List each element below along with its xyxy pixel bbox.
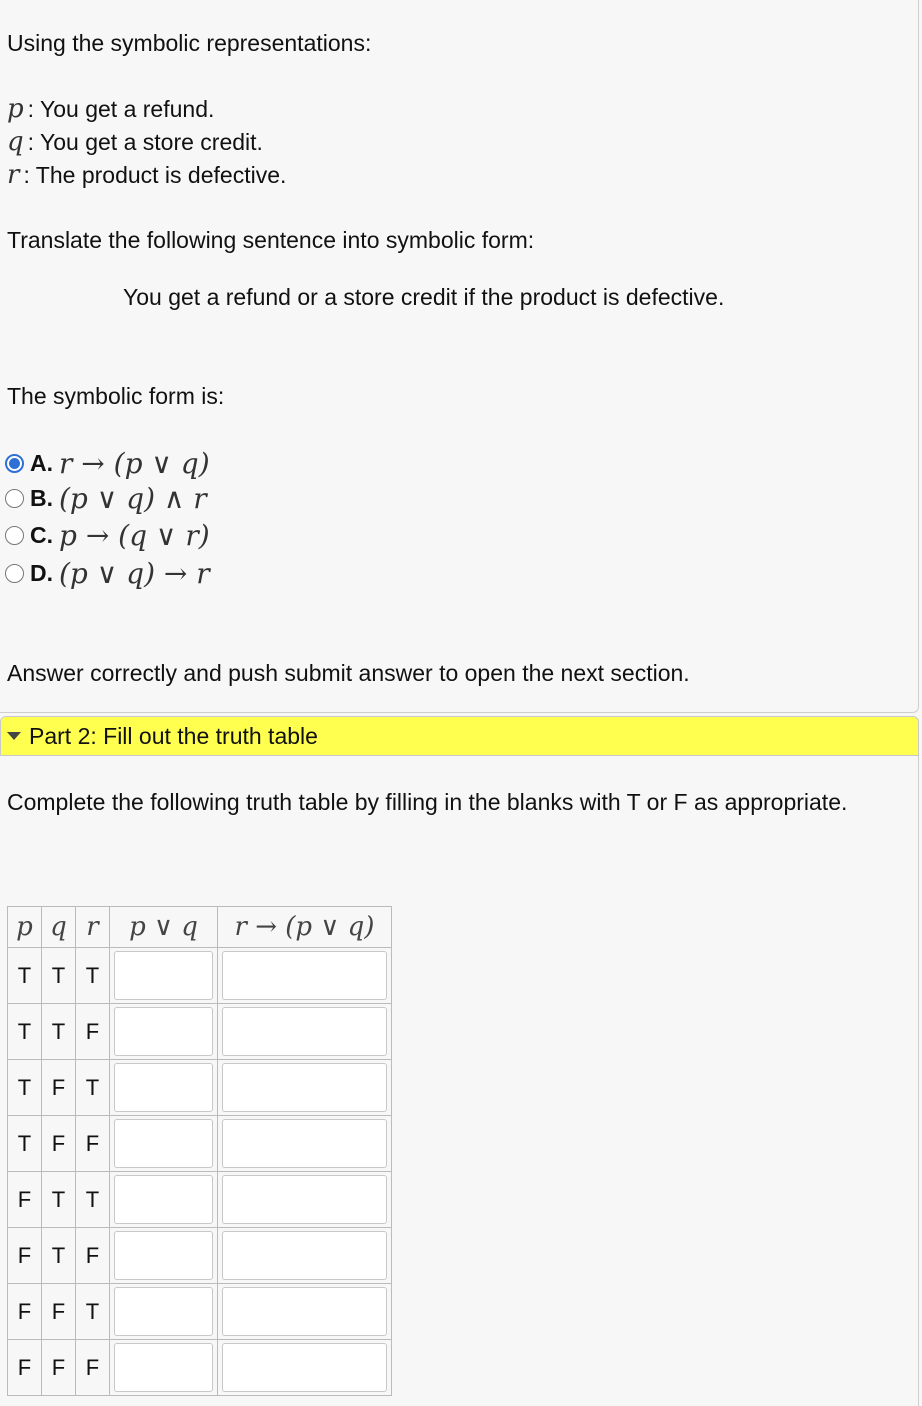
truth-value-cell: T bbox=[8, 1004, 42, 1060]
implication-cell bbox=[218, 1284, 392, 1340]
truth-value-cell: F bbox=[42, 1060, 76, 1116]
implication-input[interactable] bbox=[222, 1287, 387, 1336]
radio-a-selected-icon[interactable] bbox=[5, 454, 24, 473]
implication-input[interactable] bbox=[222, 1007, 387, 1056]
option-d[interactable] bbox=[5, 556, 210, 590]
truth-value-cell: T bbox=[42, 1228, 76, 1284]
p-or-q-input[interactable] bbox=[114, 951, 213, 1000]
table-row bbox=[8, 1284, 392, 1340]
implication-cell bbox=[218, 1116, 392, 1172]
definition-p bbox=[7, 94, 214, 124]
p-or-q-cell bbox=[110, 1004, 218, 1060]
column-header-r-implies-p-or-q: r → (p ∨ q) bbox=[218, 907, 392, 948]
prompt-text: The symbolic form is: bbox=[7, 383, 225, 409]
implication-input[interactable] bbox=[222, 1343, 387, 1392]
p-or-q-input[interactable] bbox=[114, 1343, 213, 1392]
table-row bbox=[8, 1172, 392, 1228]
part2-instruction: Complete the following truth table by filling in the blanks with T or F as appropriate. bbox=[7, 789, 848, 815]
implication-cell bbox=[218, 1228, 392, 1284]
p-or-q-input[interactable] bbox=[114, 1287, 213, 1336]
definition-q-text: : You get a store credit. bbox=[27, 129, 263, 155]
radio-c-icon[interactable] bbox=[5, 526, 24, 545]
definition-r bbox=[7, 160, 286, 190]
caret-down-icon[interactable] bbox=[7, 732, 21, 740]
option-c-letter: C. bbox=[30, 521, 53, 548]
truth-value-cell: F bbox=[42, 1340, 76, 1396]
option-a[interactable] bbox=[5, 446, 210, 480]
definition-p-text: : You get a refund. bbox=[27, 96, 215, 122]
part2-header[interactable] bbox=[0, 716, 919, 756]
option-d-expression: (p ∨ q) → r bbox=[59, 556, 210, 590]
implication-cell bbox=[218, 1172, 392, 1228]
implication-cell bbox=[218, 1340, 392, 1396]
radio-b-icon[interactable] bbox=[5, 489, 24, 508]
option-b-expression: (p ∨ q) ∧ r bbox=[59, 481, 207, 515]
table-row bbox=[8, 1060, 392, 1116]
table-row bbox=[8, 1116, 392, 1172]
implication-input[interactable] bbox=[222, 1119, 387, 1168]
p-or-q-input[interactable] bbox=[114, 1231, 213, 1280]
option-b-letter: B. bbox=[30, 484, 53, 511]
p-or-q-input[interactable] bbox=[114, 1119, 213, 1168]
truth-value-cell: F bbox=[8, 1340, 42, 1396]
symbol-r: r bbox=[7, 160, 20, 190]
table-row bbox=[8, 1340, 392, 1396]
truth-value-cell: T bbox=[8, 1116, 42, 1172]
symbol-p: p bbox=[7, 94, 24, 124]
p-or-q-cell bbox=[110, 1340, 218, 1396]
truth-table-header bbox=[8, 907, 392, 948]
table-row bbox=[8, 1004, 392, 1060]
truth-value-cell: F bbox=[8, 1284, 42, 1340]
truth-value-cell: F bbox=[42, 1284, 76, 1340]
truth-value-cell: F bbox=[76, 1228, 110, 1284]
radio-d-icon[interactable] bbox=[5, 564, 24, 583]
part2-header-label: Part 2: Fill out the truth table bbox=[29, 722, 318, 749]
truth-value-cell: T bbox=[8, 1060, 42, 1116]
truth-value-cell: T bbox=[76, 948, 110, 1004]
p-or-q-cell bbox=[110, 1284, 218, 1340]
implication-cell bbox=[218, 1060, 392, 1116]
symbol-q: q bbox=[7, 127, 24, 157]
intro-text: Using the symbolic representations: bbox=[7, 30, 372, 56]
truth-value-cell: T bbox=[76, 1284, 110, 1340]
implication-input[interactable] bbox=[222, 951, 387, 1000]
truth-value-cell: F bbox=[8, 1228, 42, 1284]
truth-value-cell: F bbox=[76, 1340, 110, 1396]
p-or-q-cell bbox=[110, 1060, 218, 1116]
truth-value-cell: T bbox=[42, 1004, 76, 1060]
truth-value-cell: F bbox=[76, 1004, 110, 1060]
sentence-text: You get a refund or a store credit if the product is defective. bbox=[123, 284, 725, 310]
truth-value-cell: T bbox=[76, 1172, 110, 1228]
definition-q bbox=[7, 127, 263, 157]
p-or-q-cell bbox=[110, 1228, 218, 1284]
truth-table bbox=[7, 906, 392, 1396]
p-or-q-input[interactable] bbox=[114, 1175, 213, 1224]
implication-input[interactable] bbox=[222, 1175, 387, 1224]
option-c-expression: p → (q ∨ r) bbox=[59, 518, 210, 552]
column-header-r: r bbox=[76, 907, 110, 948]
truth-value-cell: F bbox=[8, 1172, 42, 1228]
truth-value-cell: F bbox=[42, 1116, 76, 1172]
option-c[interactable] bbox=[5, 518, 210, 552]
truth-value-cell: T bbox=[42, 1172, 76, 1228]
table-row bbox=[8, 1228, 392, 1284]
option-a-letter: A. bbox=[30, 449, 53, 476]
definition-r-text: : The product is defective. bbox=[23, 162, 287, 188]
implication-cell bbox=[218, 948, 392, 1004]
option-b[interactable] bbox=[5, 481, 207, 515]
truth-value-cell: T bbox=[42, 948, 76, 1004]
implication-cell bbox=[218, 1004, 392, 1060]
instruction-text: Translate the following sentence into symbolic form: bbox=[7, 227, 535, 253]
option-d-letter: D. bbox=[30, 559, 53, 586]
implication-input[interactable] bbox=[222, 1063, 387, 1112]
truth-value-cell: T bbox=[76, 1060, 110, 1116]
p-or-q-cell bbox=[110, 1116, 218, 1172]
truth-value-cell: F bbox=[76, 1116, 110, 1172]
truth-value-cell: T bbox=[8, 948, 42, 1004]
column-header-p: p bbox=[8, 907, 42, 948]
footer-text: Answer correctly and push submit answer to open the next section. bbox=[7, 660, 690, 686]
column-header-q: q bbox=[42, 907, 76, 948]
p-or-q-input[interactable] bbox=[114, 1063, 213, 1112]
p-or-q-input[interactable] bbox=[114, 1007, 213, 1056]
implication-input[interactable] bbox=[222, 1231, 387, 1280]
p-or-q-cell bbox=[110, 1172, 218, 1228]
p-or-q-cell bbox=[110, 948, 218, 1004]
column-header-p-or-q: p ∨ q bbox=[110, 907, 218, 948]
table-row bbox=[8, 948, 392, 1004]
option-a-expression: r → (p ∨ q) bbox=[59, 446, 210, 480]
